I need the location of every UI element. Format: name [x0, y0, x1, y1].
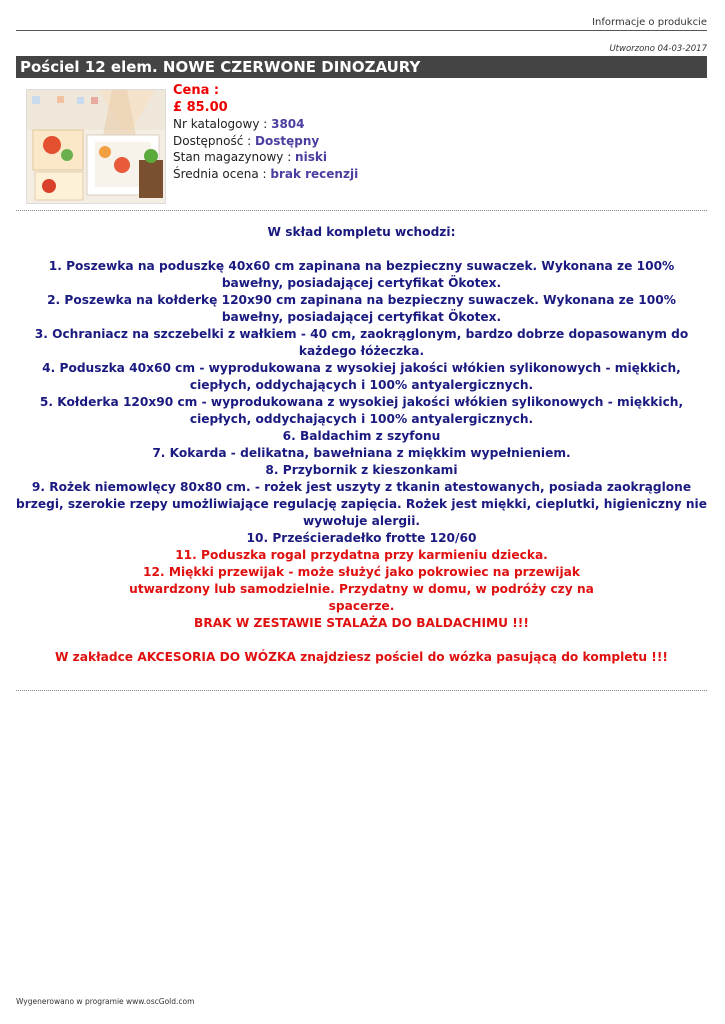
- price-value: £ 85.00: [173, 99, 228, 115]
- description-item: 5. Kołderka 120x90 cm - wyprodukowana z wysokiej jakości włókien sylikonowych - miękkich, ciepłych, oddychających i 100% antyalergicznych.: [39, 395, 684, 426]
- description-intro: W skład kompletu wchodzi:: [267, 225, 456, 239]
- description-item: 8. Przybornik z kieszonkami: [265, 463, 458, 477]
- header-divider: [16, 30, 707, 31]
- description-item: 3. Ochraniacz na szczebelki z wałkiem - 40 cm, zaokrąglonym, bardzo dobrze dopasowanym do każdego łóżeczka.: [34, 327, 689, 358]
- created-date: Utworzono 04-03-2017: [609, 44, 707, 54]
- description-item: 9. Rożek niemowlęcy 80x80 cm. - rożek jest uszyty z tkanin atestowanych, posiada zaokrąglone brzegi, szerokie rzepy umożliwiające regulację zapięcia. Rożek jest miękki, cieplutki, higieniczny nie wywołuje alergii.: [16, 480, 707, 528]
- availability-row: [173, 133, 358, 150]
- stock-row: [173, 149, 358, 166]
- header-label: Informacje o produkcie: [592, 17, 707, 28]
- product-info: [173, 83, 358, 182]
- description-warning: BRAK W ZESTAWIE STALAŻA DO BALDACHIMU !!!: [194, 616, 529, 630]
- description-item: 2. Poszewka na kołderkę 120x90 cm zapinana na bezpieczny suwaczek. Wykonana ze 100% bawełny, posiadającej certyfikat Ökotex.: [47, 293, 676, 324]
- availability-value: Dostępny: [255, 133, 320, 148]
- description-item: 1. Poszewka na poduszkę 40x60 cm zapinana na bezpieczny suwaczek. Wykonana ze 100% bawełny, posiadającej certyfikat Ökotex.: [48, 259, 675, 290]
- description-item: 4. Poduszka 40x60 cm - wyprodukowana z wysokiej jakości włókien sylikonowych - miękkich, ciepłych, oddychających i 100% antyalergicznych.: [42, 361, 681, 392]
- price-label: Cena :: [173, 83, 220, 98]
- description-item: 6. Baldachim z szyfonu: [282, 429, 441, 443]
- product-title: Pościel 12 elem. NOWE CZERWONE DINOZAURY: [16, 56, 707, 78]
- rating-value: brak recenzji: [270, 166, 359, 181]
- product-image: [26, 89, 166, 204]
- stock-label: Stan magazynowy :: [173, 150, 296, 164]
- rating-label: Średnia ocena :: [173, 166, 271, 181]
- description-item: 10. Prześcieradełko frotte 120/60: [246, 531, 477, 545]
- description-item: 11. Poduszka rogal przydatna przy karmieniu dziecka.: [175, 548, 548, 562]
- catalog-label: Nr katalogowy :: [173, 117, 272, 131]
- description-item: 7. Kokarda - delikatna, bawełniana z miękkim wypełnieniem.: [152, 446, 571, 460]
- divider-top: [16, 210, 707, 211]
- description-item: 12. Miękki przewijak - może służyć jako pokrowiec na przewijak utwardzony lub samodzielnie. Przydatny w domu, w podróży czy na spacerze.: [129, 565, 594, 613]
- description-note: W zakładce AKCESORIA DO WÓZKA znajdziesz pościel do wózka pasującą do kompletu !!!: [55, 650, 668, 664]
- stock-value: niski: [295, 150, 327, 164]
- footer-generated-by: Wygenerowano w programie www.oscGold.com: [16, 997, 195, 1006]
- divider-bottom: [16, 690, 707, 691]
- availability-label: Dostępność :: [173, 133, 256, 148]
- catalog-value: 3804: [271, 117, 305, 131]
- catalog-number-row: [173, 116, 358, 133]
- product-description: [16, 224, 707, 666]
- rating-row: [173, 166, 358, 183]
